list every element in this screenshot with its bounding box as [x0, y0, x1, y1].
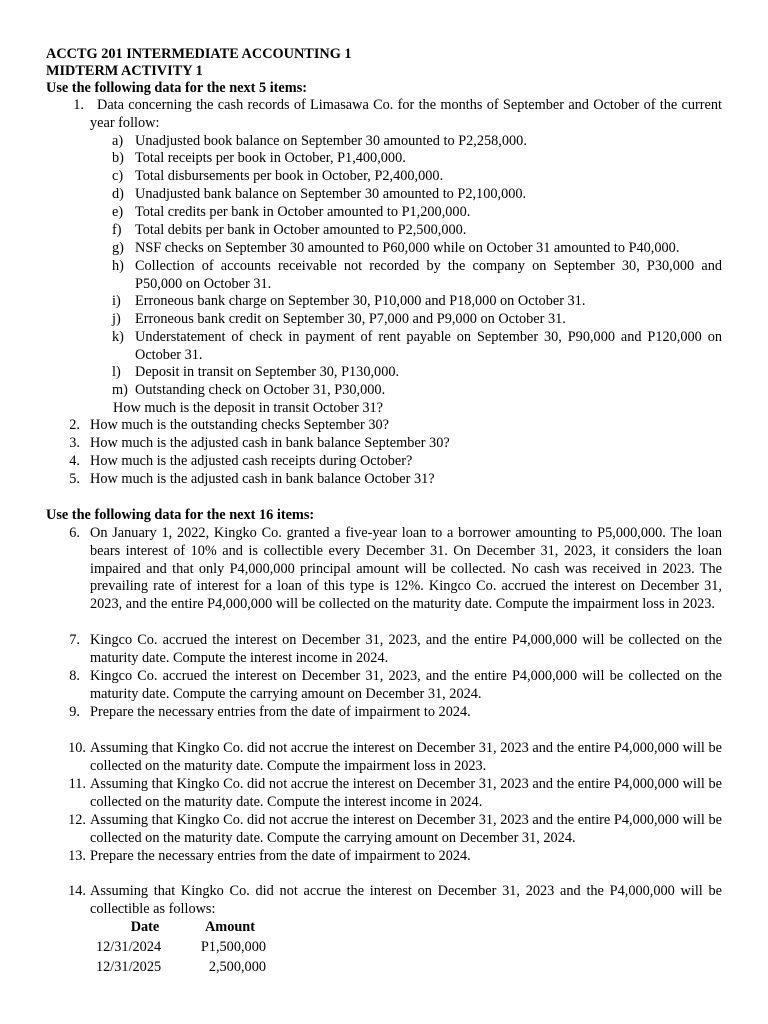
item-text: Assuming that Kingko Co. did not accrue the interest on December 31, 2023 and the entire P4,000,000 will be collected on the maturity date. Compute the carrying amount on December 31, 2024.: [90, 812, 722, 846]
item-1-question: How much is the deposit in transit October 31?: [113, 400, 384, 416]
collection-schedule-table: [96, 918, 266, 978]
data-text: Total credits per bank in October amounted to P1,200,000.: [135, 204, 471, 220]
data-letter: c): [112, 168, 124, 184]
instruction-2: Use the following data for the next 16 items:: [46, 507, 315, 523]
data-letter: k): [112, 329, 124, 345]
question-text: How much is the adjusted cash in bank balance October 31?: [90, 471, 435, 487]
table-row: [96, 938, 266, 958]
table-header-row: [96, 918, 266, 938]
item-text: Assuming that Kingko Co. did not accrue the interest on December 31, 2023 and the entire P4,000,000 will be collected on the maturity date. Compute the interest income in 2024.: [90, 776, 722, 810]
data-text: Total disbursements per book in October, P2,400,000.: [135, 168, 444, 184]
column-header-amount: Amount: [204, 919, 256, 936]
data-text: Total debits per bank in October amounted to P2,500,000.: [135, 222, 467, 238]
data-letter: i): [112, 293, 121, 309]
table-cell-amount: P1,500,000: [200, 939, 266, 956]
data-text: Total receipts per book in October, P1,400,000.: [135, 150, 406, 166]
item-text: Assuming that Kingko Co. did not accrue the interest on December 31, 2023 and the P4,000,000 will be collectible as follows:: [90, 883, 722, 917]
data-letter: l): [112, 364, 121, 380]
data-letter: a): [112, 133, 124, 149]
data-text: Unadjusted book balance on September 30 amounted to P2,258,000.: [135, 133, 527, 149]
item-number: 7.: [69, 632, 80, 648]
data-letter: m): [112, 382, 128, 398]
data-text: Unadjusted bank balance on September 30 amounted to P2,100,000.: [135, 186, 527, 202]
question-text: How much is the adjusted cash receipts during October?: [90, 453, 413, 469]
item-text: On January 1, 2022, Kingko Co. granted a five-year loan to a borrower amounting to P5,000,000. The loan bears interest of 10% and is collectible every December 31. On December 31, 2023, it considers the loan impaired and that only P4,000,000 principal amount will be collected. No cash was received in 2023. The prevailing rate of interest for a loan of this type is 12%. Kingco Co. accrued the interest on December 31, 2023, and the entire P4,000,000 will be collected on the maturity date. Compute the impairment loss in 2023.: [90, 525, 722, 613]
item-number: 4.: [69, 453, 80, 469]
item-number: 11.: [68, 776, 86, 792]
item-number: 8.: [69, 668, 80, 684]
item-number: 14.: [68, 883, 86, 899]
data-letter: d): [112, 186, 124, 202]
data-text: Erroneous bank credit on September 30, P7,000 and P9,000 on October 31.: [135, 311, 566, 327]
data-text: Deposit in transit on September 30, P130,000.: [135, 364, 400, 380]
data-letter: e): [112, 204, 124, 220]
item-number: 6.: [69, 525, 80, 541]
data-letter: j): [112, 311, 121, 327]
data-text: Collection of accounts receivable not recorded by the company on September 30, P30,000 and P50,000 on October 31.: [135, 258, 722, 292]
table-cell-date: 12/31/2024: [96, 939, 162, 956]
item-text: Prepare the necessary entries from the date of impairment to 2024.: [90, 848, 471, 864]
item-1-intro: Data concerning the cash records of Limasawa Co. for the months of September and October of the current year follow:: [90, 97, 722, 131]
item-number: 2.: [69, 417, 80, 433]
item-text: Kingco Co. accrued the interest on December 31, 2023, and the entire P4,000,000 will be collected on the maturity date. Compute the interest income in 2024.: [90, 632, 722, 666]
table-cell-amount: 2,500,000: [208, 959, 266, 976]
item-text: Prepare the necessary entries from the date of impairment to 2024.: [90, 704, 471, 720]
course-title: ACCTG 201 INTERMEDIATE ACCOUNTING 1: [46, 46, 352, 62]
instruction-1: Use the following data for the next 5 items:: [46, 80, 308, 96]
item-number: 9.: [69, 704, 80, 720]
activity-title: MIDTERM ACTIVITY 1: [46, 63, 203, 79]
question-text: How much is the adjusted cash in bank balance September 30?: [90, 435, 450, 451]
data-text: Outstanding check on October 31, P30,000.: [135, 382, 386, 398]
item-text: Kingco Co. accrued the interest on December 31, 2023, and the entire P4,000,000 will be collected on the maturity date. Compute the carrying amount on December 31, 2024.: [90, 668, 722, 702]
data-text: Erroneous bank charge on September 30, P10,000 and P18,000 on October 31.: [135, 293, 586, 309]
data-letter: h): [112, 258, 124, 274]
data-letter: b): [112, 150, 124, 166]
item-number: 10.: [68, 740, 86, 756]
question-text: How much is the outstanding checks September 30?: [90, 417, 389, 433]
data-text: Understatement of check in payment of rent payable on September 30, P90,000 and P120,000 on October 31.: [135, 329, 722, 363]
item-number: 13.: [68, 848, 86, 864]
item-number: 3.: [69, 435, 80, 451]
data-letter: f): [112, 222, 122, 238]
table-row: [96, 958, 266, 978]
column-header-date: Date: [130, 919, 160, 936]
table-cell-date: 12/31/2025: [96, 959, 162, 976]
data-text: NSF checks on September 30 amounted to P60,000 while on October 31 amounted to P40,000.: [135, 240, 680, 256]
item-text: Assuming that Kingko Co. did not accrue the interest on December 31, 2023 and the entire P4,000,000 will be collected on the maturity date. Compute the impairment loss in 2023.: [90, 740, 722, 774]
item-number: 5.: [69, 471, 80, 487]
item-number: 1.: [73, 97, 84, 113]
data-letter: g): [112, 240, 124, 256]
item-number: 12.: [68, 812, 86, 828]
